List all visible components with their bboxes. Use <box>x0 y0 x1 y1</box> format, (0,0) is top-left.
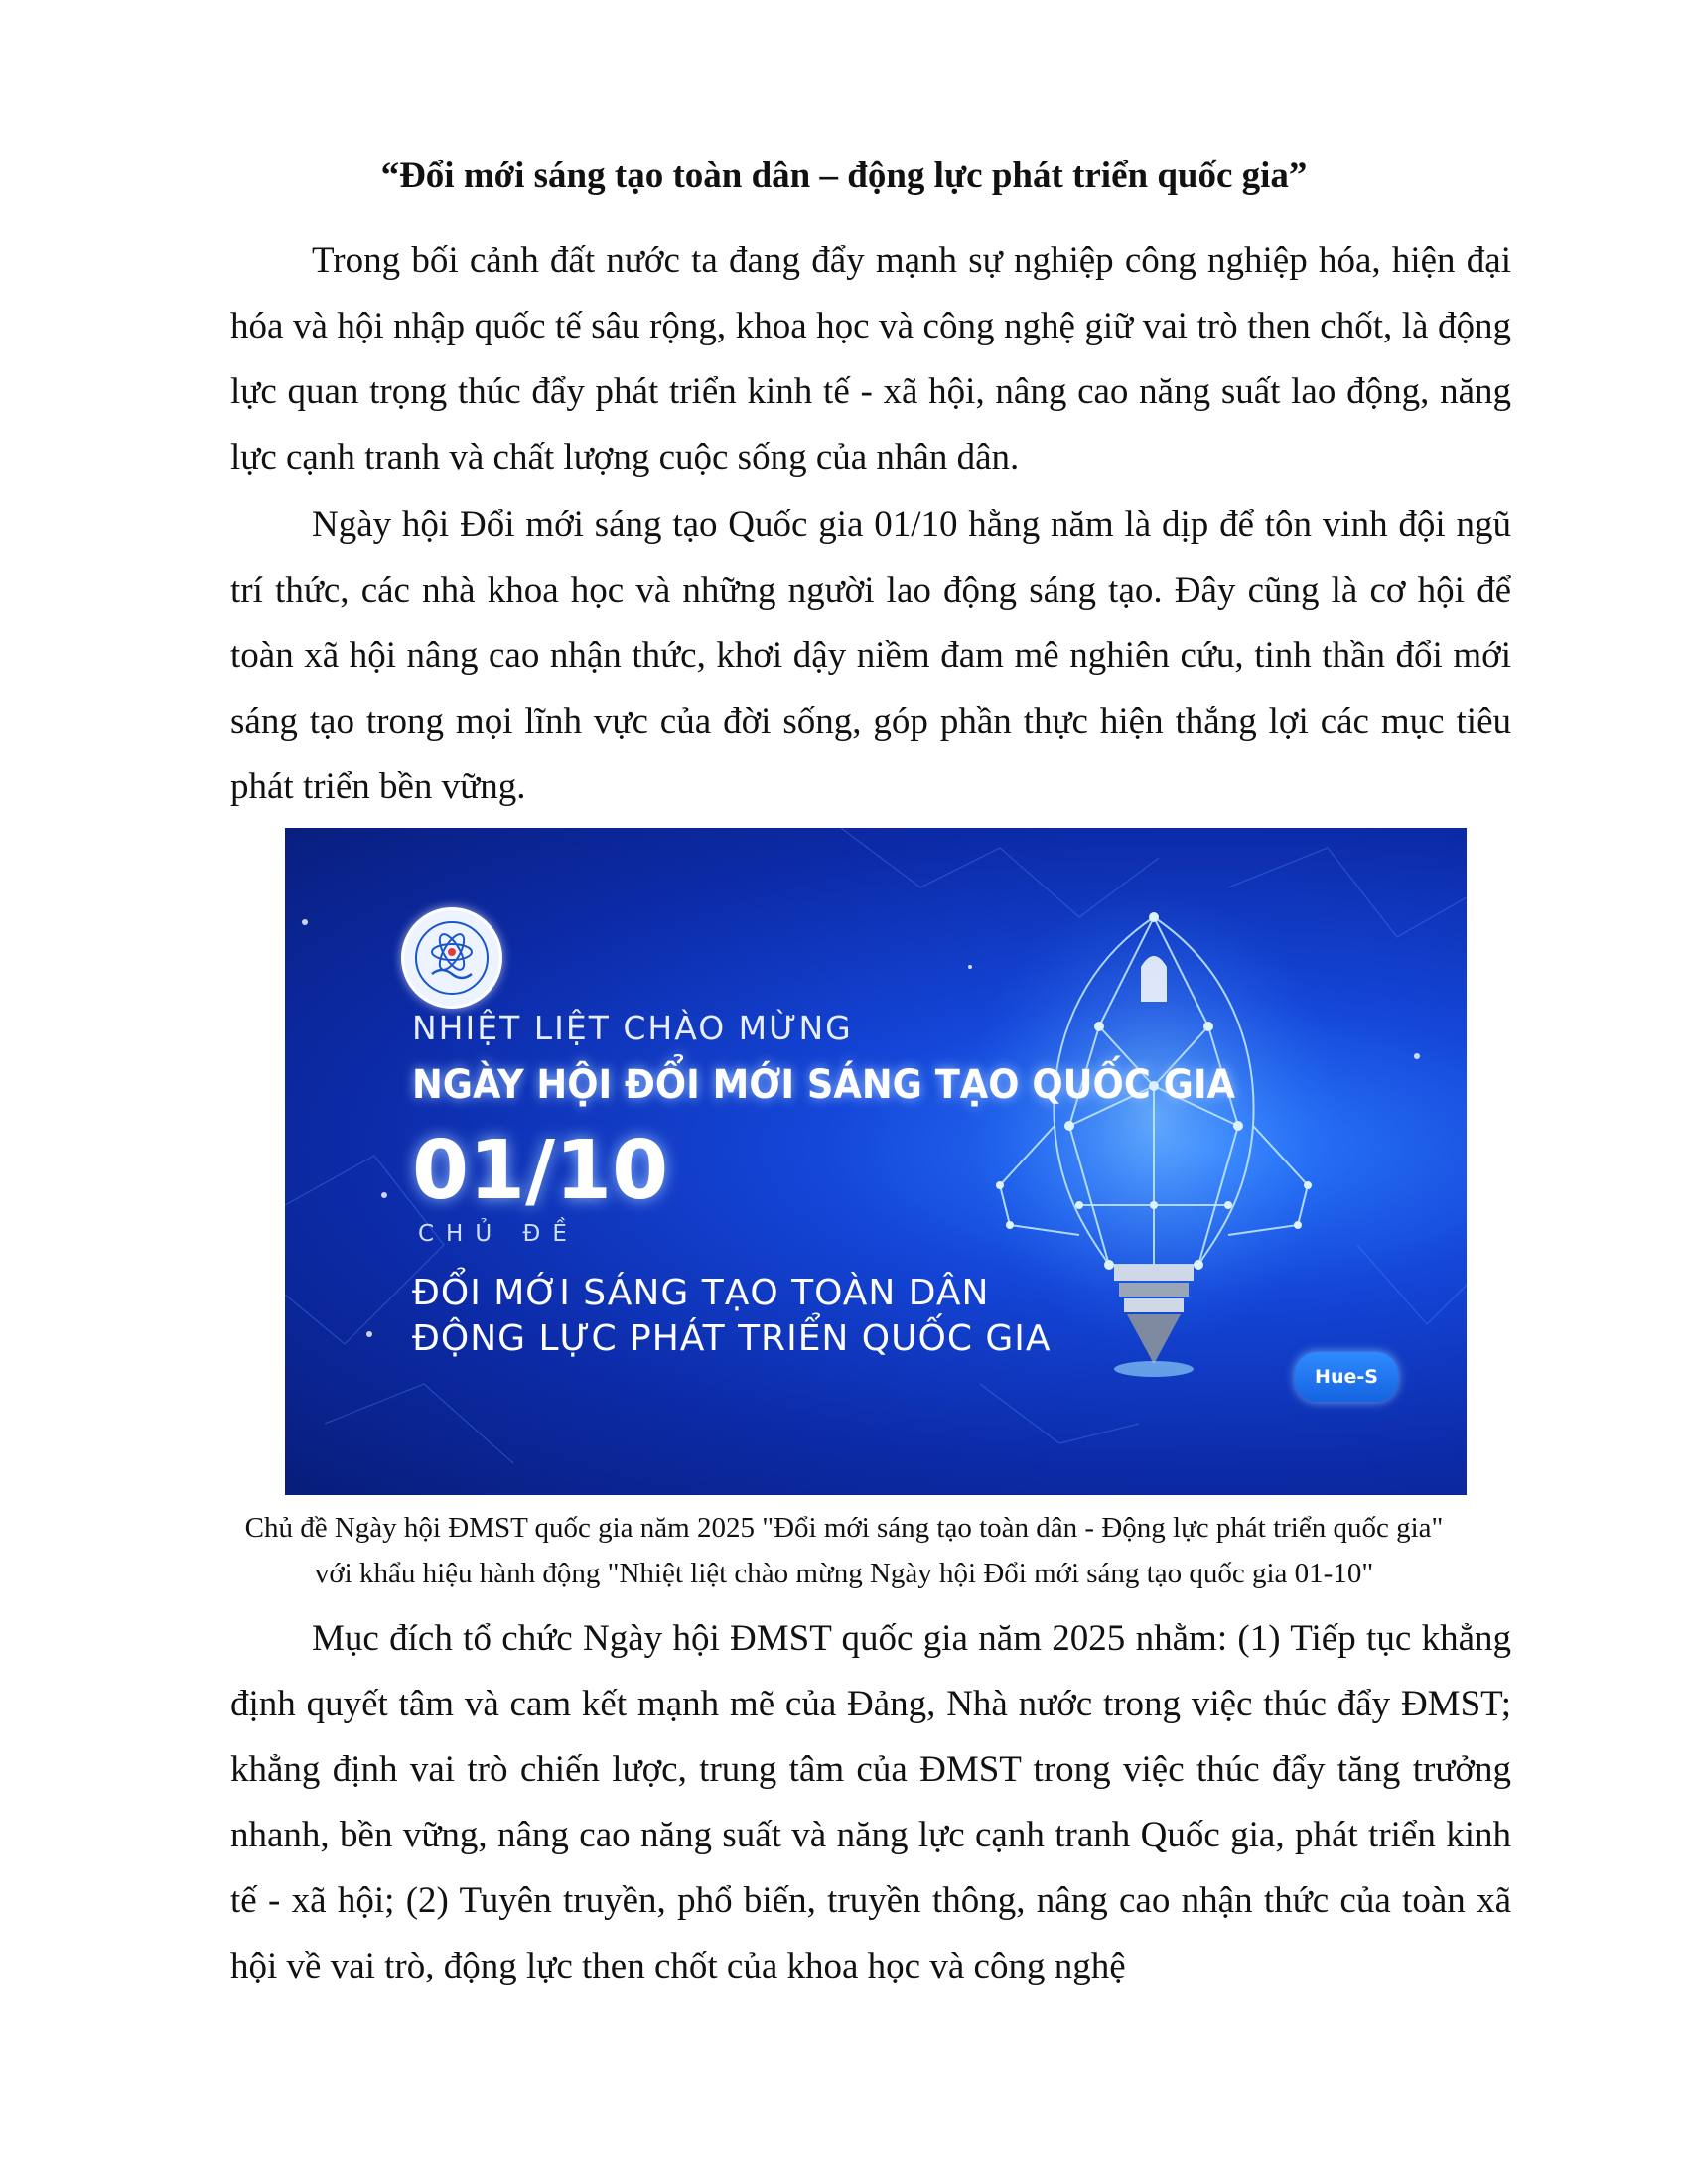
paragraph-1: Trong bối cảnh đất nước ta đang đẩy mạnh sự nghiệp công nghiệp hóa, hiện đại hóa và hội nhập quốc tế sâu rộng, khoa học và công nghệ giữ vai trò then chốt, là động lực quan trọng thúc đẩy phát triển kinh tế - xã hội, nâng cao năng suất lao động, năng lực cạnh tranh và chất lượng cuộc sống của nhân dân. <box>230 240 1511 478</box>
document-title: “Đổi mới sáng tạo toàn dân – động lực phát triển quốc gia” <box>380 155 1308 196</box>
banner-theme-line-2: ĐỘNG LỰC PHÁT TRIỂN QUỐC GIA <box>412 1318 1052 1359</box>
banner-theme-line-1: ĐỔI MỚI SÁNG TẠO TOÀN DÂN <box>412 1273 990 1313</box>
event-banner-image <box>285 828 1467 1495</box>
banner-theme-label: CHỦ ĐỀ <box>418 1221 579 1247</box>
image-caption-line-1: Chủ đề Ngày hội ĐMST quốc gia năm 2025 "Đổi mới sáng tạo toàn dân - Động lực phát triển quốc gia" <box>244 1512 1444 1544</box>
paragraph-2: Ngày hội Đổi mới sáng tạo Quốc gia 01/10 hằng năm là dịp để tôn vinh đội ngũ trí thức, các nhà khoa học và những người lao động sáng tạo. Đây cũng là cơ hội để toàn xã hội nâng cao nhận thức, khơi dậy niềm đam mê nghiên cứu, tinh thần đổi mới sáng tạo trong mọi lĩnh vực của đời sống, góp phần thực hiện thắng lợi các mục tiêu phát triển bền vững. <box>230 504 1511 807</box>
paragraph-3: Mục đích tổ chức Ngày hội ĐMST quốc gia năm 2025 nhằm: (1) Tiếp tục khẳng định quyết tâm và cam kết mạnh mẽ của Đảng, Nhà nước trong việc thúc đẩy ĐMST; khẳng định vai trò chiến lược, trung tâm của ĐMST trong việc thúc đẩy tăng trưởng nhanh, bền vững, nâng cao năng suất và năng lực cạnh tranh Quốc gia, phát triển kinh tế - xã hội; (2) Tuyên truyền, phổ biến, truyền thông, nâng cao nhận thức của toàn xã hội về vai trò, động lực then chốt của khoa học và công nghệ <box>230 1618 1511 1986</box>
banner-greeting: NHIỆT LIỆT CHÀO MỪNG <box>412 1009 853 1047</box>
org-logo-icon <box>401 907 502 1009</box>
lightbulb-rocket-icon <box>965 887 1342 1377</box>
banner-date: 01/10 <box>412 1124 669 1218</box>
image-caption-line-2: với khẩu hiệu hành động "Nhiệt liệt chào mừng Ngày hội Đổi mới sáng tạo quốc gia 01-10" <box>314 1558 1374 1589</box>
banner-event-name: NGÀY HỘI ĐỔI MỚI SÁNG TẠO QUỐC GIA <box>412 1062 1236 1108</box>
hue-s-badge: Hue-S <box>1295 1352 1398 1402</box>
